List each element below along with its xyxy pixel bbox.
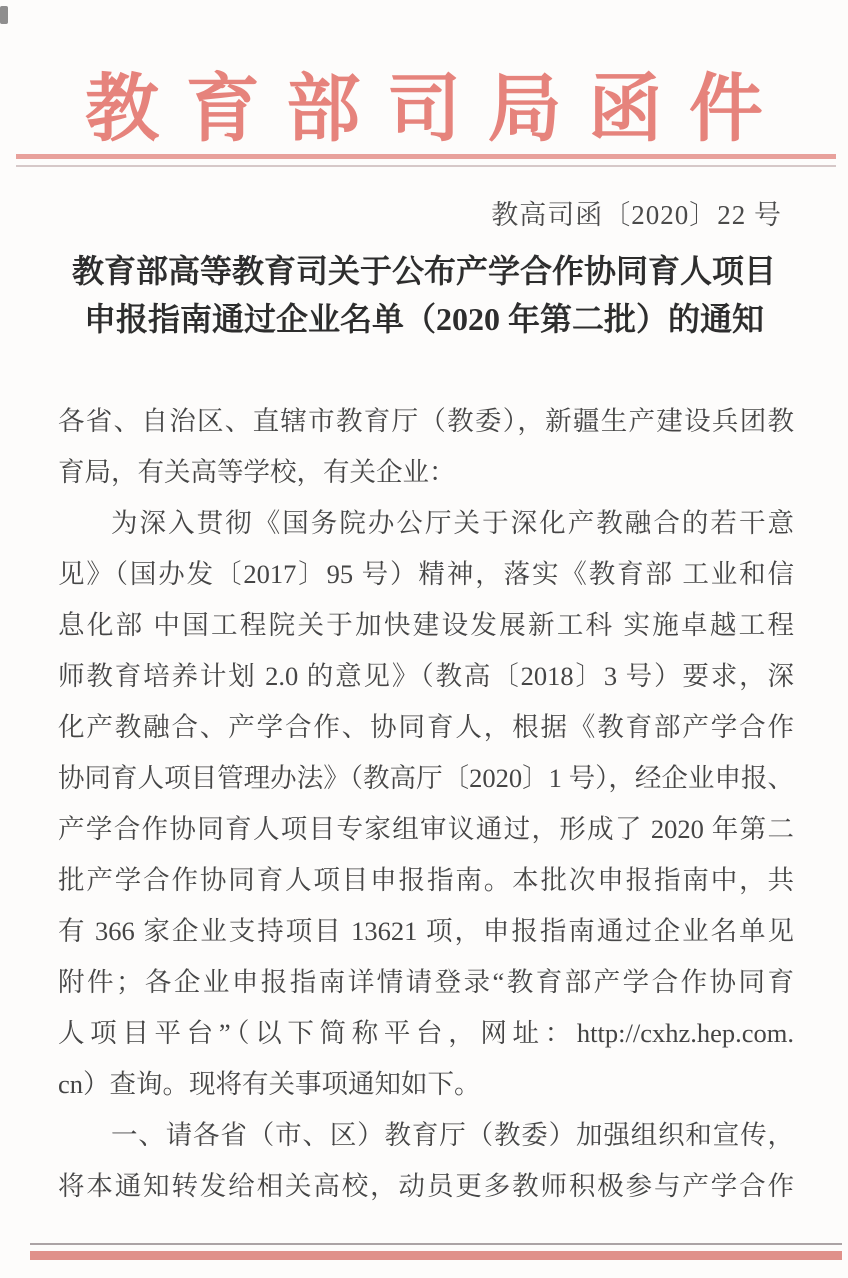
body-line: 附件；各企业申报指南详情请登录“教育部产学合作协同育 bbox=[58, 967, 794, 997]
scan-artifact bbox=[0, 6, 8, 24]
body-line: 产学合作协同育人项目专家组审议通过，形成了 2020 年第二 bbox=[58, 814, 794, 844]
document-number: 教高司函〔2020〕22 号 bbox=[491, 200, 782, 230]
footer-rule-thin bbox=[30, 1243, 842, 1245]
body-line: 人项目平台”（以下简称平台，网址：http://cxhz.hep.com. bbox=[58, 1018, 794, 1048]
body-line: 批产学合作协同育人项目申报指南。本批次申报指南中，共 bbox=[58, 865, 794, 895]
document-title bbox=[36, 247, 812, 343]
body-line: 将本通知转发给相关高校，动员更多教师积极参与产学合作 bbox=[58, 1171, 794, 1201]
document-body bbox=[58, 396, 794, 1212]
body-line: 见》（国办发〔2017〕95 号）精神，落实《教育部 工业和信 bbox=[58, 559, 794, 589]
document-title-line2: 申报指南通过企业名单（2020 年第二批）的通知 bbox=[83, 301, 764, 337]
body-line: 有 366 家企业支持项目 13621 项，申报指南通过企业名单见 bbox=[58, 916, 794, 946]
body-line: 为深入贯彻《国务院办公厅关于深化产教融合的若干意 bbox=[111, 508, 794, 538]
body-line: 协同育人项目管理办法》（教高厅〔2020〕1 号），经企业申报、 bbox=[58, 763, 794, 793]
header-rule-thin bbox=[16, 165, 836, 167]
body-line: 一、请各省（市、区）教育厅（教委）加强组织和宣传， bbox=[111, 1120, 794, 1150]
body-line: 育局，有关高等学校，有关企业： bbox=[58, 457, 456, 487]
document-title-line1: 教育部高等教育司关于公布产学合作协同育人项目 bbox=[71, 253, 776, 289]
letterhead-title: 教育部司局函件 bbox=[85, 69, 790, 151]
footer-rule-thick bbox=[30, 1251, 842, 1260]
body-line: 师教育培养计划 2.0 的意见》（教高〔2018〕3 号）要求，深 bbox=[58, 661, 794, 691]
body-line: 息化部 中国工程院关于加快建设发展新工科 实施卓越工程 bbox=[58, 610, 794, 640]
header-rule-thick bbox=[16, 154, 836, 159]
body-line: 化产教融合、产学合作、协同育人，根据《教育部产学合作 bbox=[58, 712, 794, 742]
body-line: 各省、自治区、直辖市教育厅（教委），新疆生产建设兵团教 bbox=[58, 406, 794, 436]
body-line: cn）查询。现将有关事项通知如下。 bbox=[58, 1069, 481, 1099]
